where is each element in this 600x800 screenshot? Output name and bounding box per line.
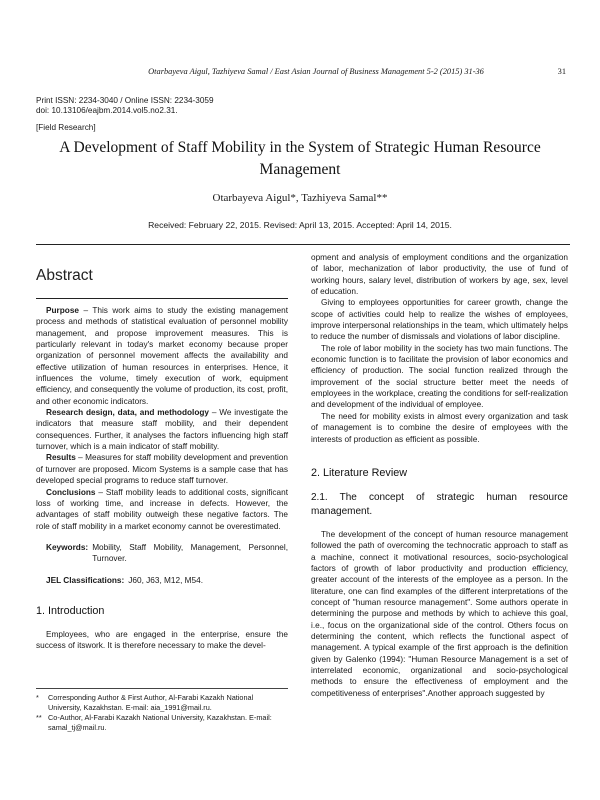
footnote [36, 693, 288, 713]
running-header-citation: Otarbayeva Aigul, Tazhiyeva Samal / East Asian Journal of Business Management 5-2 (2015) 31-36 [148, 67, 484, 76]
body-paragraph: The development of the concept of human resource management followed the path of overcoming the technocratic approach to staff as a machine, connect it motivational resources, socio-psychological factors of growth of labor productivity and production efficiency, greater account of the interests of the employee as a person. In the literature, one can find examples of the different interpretations of the concept of "human resource management". Some authors operate in determining the purpose and methods by which to achieve this goal, i.e., focus on the organizational side of the control. Others focus on determining the content, which reflects the functional aspect of management. A typical example of the first approach is the definition given by Galenko (1994): "Human Resource Management is a set of interrelated economic, organizational and socio-psychological methods to ensure the effectiveness of employment and the competitiveness of enterprises".Another approach suggested by [311, 529, 568, 698]
footnote-mark: ** [36, 713, 42, 722]
footnote-mark: * [36, 693, 39, 702]
introduction-heading: 1. Introduction [36, 604, 105, 617]
purpose-text: – This work aims to study the existing management process and methods of statistical evaluation of personnel mobility management, and propose improvement measures. This is particularly relevant in today's market economy because proper organization of personnel movement affects the availability and effective utilization of human resources in enterprises. Hence, it influences the volume, timely execution of work, equipment efficiency, and consequently the volume of production, its cost, profit, and other economic indicators. [36, 306, 288, 406]
spacer [36, 532, 288, 542]
design-label: Research design, data, and methodology [46, 408, 209, 418]
spacer [36, 586, 288, 604]
paper-title: A Development of Staff Mobility in the System of Strategic Human Resource Management [59, 139, 541, 178]
spacer [311, 445, 568, 466]
design-text: – We investigate the indicators that measure staff mobility, and their dependent consequences. Further, it analyses the factors influencing high staff turnover, which is a main indicator of staff mobility. [36, 408, 288, 452]
paper-authors: Otarbayeva Aigul*, Tazhiyeva Samal** [212, 192, 388, 204]
body-paragraph: The role of labor mobility in the society has two main functions. The economic function is to facilitate the provision of labor economics and efficiency of production. The social function realized through the improvement of the social structure better meet the needs of employees in the workplace, creating the conditions for self-realization and development of the individual of employee. [311, 343, 568, 410]
jel-label: JEL Classifications: [46, 575, 125, 585]
footnote-divider [36, 688, 288, 689]
conclusions-text: – Staff mobility leads to additional costs, significant loss of working time, and increase in defects. However, the advantages of staff mobility outweigh these negative factors. The role of staff mobility in a market economy cannot be overestimated. [36, 487, 288, 531]
literature-review-heading: 2. Literature Review [311, 466, 408, 479]
abstract-divider [36, 298, 288, 299]
results-label: Results [46, 453, 76, 463]
issn-line: Print ISSN: 2234-3040 / Online ISSN: 2234-3059 [36, 96, 214, 105]
publication-meta [36, 96, 214, 116]
spacer [36, 565, 288, 575]
keywords-label: Keywords: [46, 542, 89, 552]
jel-text: J60, J63, M12, M54. [128, 575, 204, 585]
conclusions-label: Conclusions [46, 487, 96, 497]
footnote-text: Corresponding Author & First Author, Al-Farabi Kazakh National University, Kazakhstan. E-mail: aia_1991@mail.ru. [48, 693, 254, 712]
footnote-text: Co-Author, Al-Farabi Kazakh National University, Kazakhstan. E-mail: samal_tj@mail.ru. [48, 713, 272, 732]
subsection-heading: 2.1. The concept of strategic human resource management. [311, 491, 568, 517]
abstract-design [36, 407, 288, 452]
abstract-conclusions [36, 487, 288, 532]
header-divider [36, 244, 570, 245]
left-column [36, 252, 288, 652]
results-text: – Measures for staff mobility development and prevention of turnover are proposed. Micom Systems is a sample case that has developed special programs to reduce staff turnover. [36, 453, 288, 486]
field-label: [Field Research] [36, 123, 96, 132]
jel-classifications [36, 575, 288, 586]
body-paragraph: Giving to employees opportunities for career growth, change the scope of activities could help to realize the wishes of employees, improve interpersonal relationships in the team, which ultimately helps to reduce the number of dismissals and violations of labor discipline. [311, 298, 568, 342]
body-paragraph: opment and analysis of employment conditions and the organization of labor, mechanization of labor productivity, the use of fund of working hours, salary level, distribution of workers by age, sex, level of education. [311, 253, 568, 297]
footnotes [36, 688, 288, 733]
body-paragraph: The need for mobility exists in almost every organization and task of management is to combine the desire of employees with the interests of production as efficient as possible. [311, 411, 568, 444]
abstract-results [36, 452, 288, 486]
right-column [311, 252, 568, 699]
abstract-heading: Abstract [36, 267, 93, 284]
purpose-label: Purpose [46, 306, 80, 315]
footnote [36, 713, 288, 733]
page-number: 31 [557, 67, 566, 76]
introduction-paragraph: Employees, who are engaged in the enterprise, ensure the success of itswork. It is therefore necessary to make the devel- [36, 629, 288, 651]
received-dates: Received: February 22, 2015. Revised: April 13, 2015. Accepted: April 14, 2015. [148, 220, 452, 230]
doi-line: doi: 10.13106/eajbm.2014.vol5.no2.31. [36, 106, 178, 115]
abstract-purpose [36, 305, 288, 407]
keywords [36, 542, 288, 565]
keywords-text: Mobility, Staff Mobility, Management, Personnel, Turnover. [92, 542, 288, 564]
